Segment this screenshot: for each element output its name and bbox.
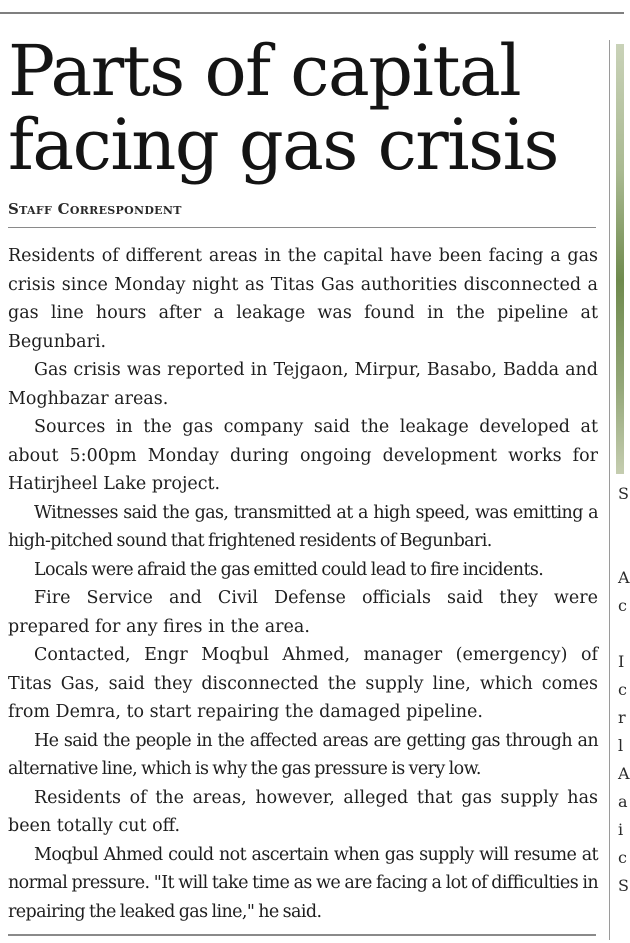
adjacent-photo-edge (616, 44, 624, 474)
headline: Parts of capital facing gas crisis (8, 30, 558, 186)
column-divider (609, 40, 610, 940)
paragraph: Contacted, Engr Moqbul Ahmed, manager (emergency) of Titas Gas, said they disconnected the supply line, which comes from Demra, to start repairing the damaged pipeline. (8, 645, 598, 722)
byline-rule (8, 227, 596, 228)
adjacent-letter: A (618, 764, 630, 783)
adjacent-letter (618, 508, 624, 536)
byline: Staff Correspondent (8, 200, 182, 218)
article-body (8, 242, 598, 926)
paragraph: Residents of different areas in the capital have been facing a gas crisis since Monday night as Titas Gas authorities disconnected a gas line hours after a leakage was found in the pipeline at Begunbari. (8, 246, 598, 352)
top-rule (0, 12, 624, 14)
adjacent-letter: i (618, 820, 624, 839)
paragraph: Residents of the areas, however, alleged that gas supply has been totally cut off. (8, 787, 598, 836)
adjacent-letter: S (618, 484, 629, 503)
adjacent-letter (618, 536, 624, 564)
adjacent-letter: c (618, 596, 627, 615)
paragraph: Fire Service and Civil Defense officials said they were prepared for any fires in the area. (8, 588, 598, 637)
adjacent-letter: c (618, 848, 627, 867)
paragraph: Moqbul Ahmed could not ascertain when gas supply will resume at normal pressure. "It will take time as we are facing a lot of difficulties in repairing the leaked gas line," he said. (8, 844, 598, 922)
adjacent-letter: a (618, 792, 628, 811)
adjacent-letter: I (618, 652, 625, 671)
adjacent-letter: S (618, 876, 629, 895)
paragraph: Sources in the gas company said the leakage developed at about 5:00pm Monday during ongoing development works for Hatirjheel Lake project. (8, 417, 598, 494)
article (8, 30, 598, 926)
bottom-rule (8, 934, 596, 936)
adjacent-letter: A (618, 568, 630, 587)
paragraph: Locals were afraid the gas emitted could lead to fire incidents. (34, 559, 544, 580)
adjacent-column-text (618, 480, 630, 900)
adjacent-letter (618, 620, 624, 648)
paragraph: Gas crisis was reported in Tejgaon, Mirpur, Basabo, Badda and Moghbazar areas. (8, 360, 598, 409)
adjacent-letter: l (618, 736, 624, 755)
paragraph: He said the people in the affected areas are getting gas through an alternative line, which is why the gas pressure is very low. (8, 730, 598, 779)
adjacent-letter: c (618, 680, 627, 699)
adjacent-letter: r (618, 708, 626, 727)
paragraph: Witnesses said the gas, transmitted at a high speed, was emitting a high-pitched sound that frightened residents of Begunbari. (8, 502, 598, 551)
